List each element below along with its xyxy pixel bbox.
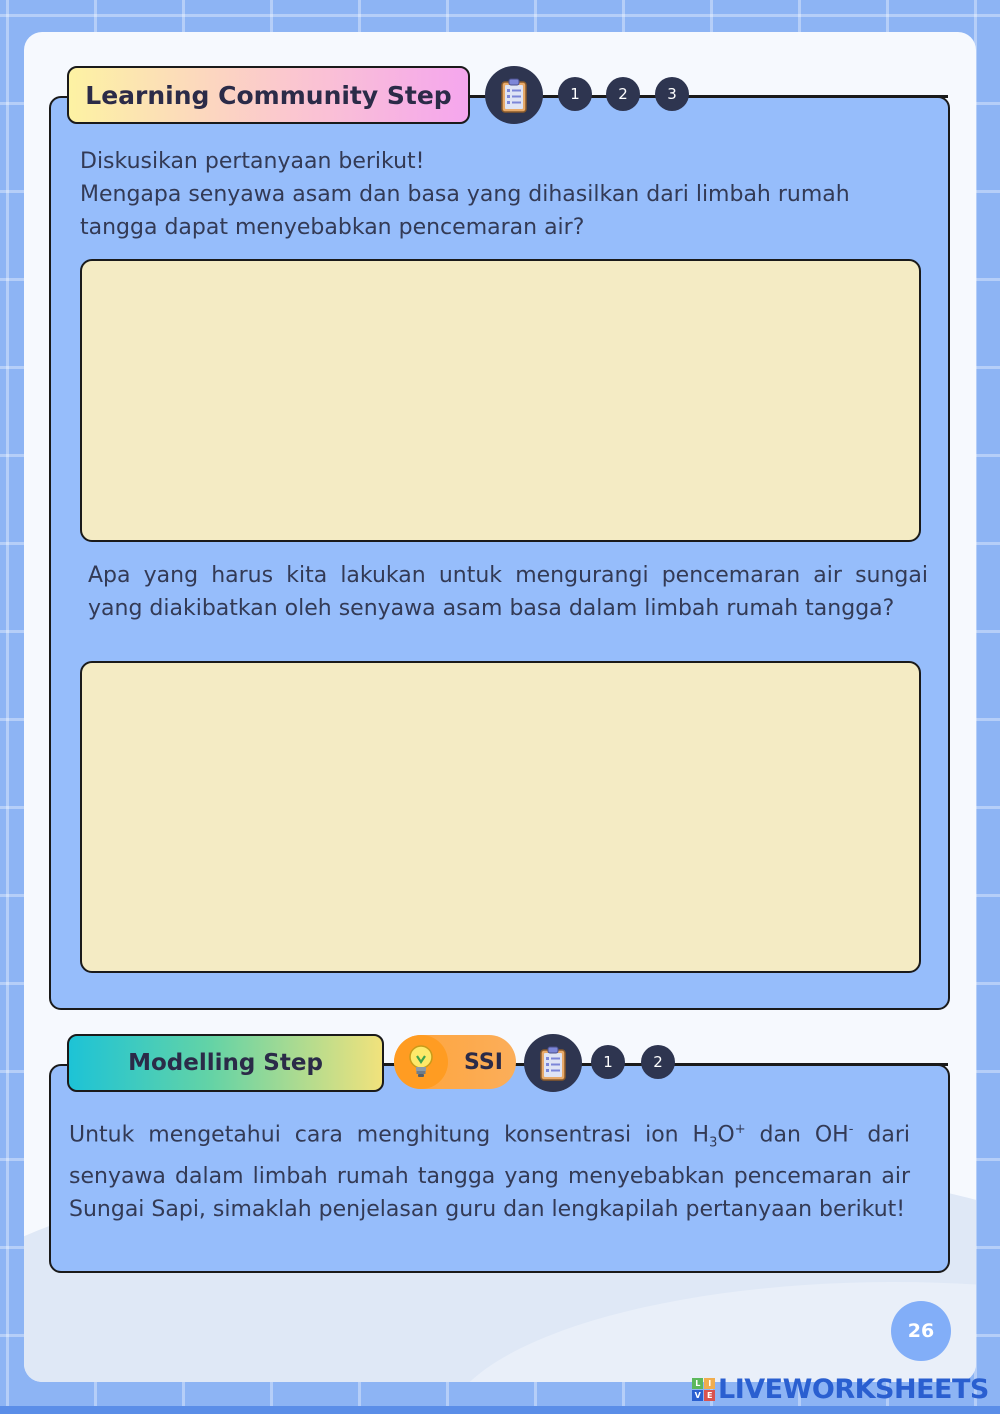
section-title: Learning Community Step [85, 80, 452, 110]
section-title: Modelling Step [128, 1050, 323, 1076]
footer-bar [0, 1406, 1000, 1414]
step-indicator-2: 2 [641, 1045, 675, 1079]
lightbulb-icon [394, 1035, 448, 1089]
question-2: Apa yang harus kita lakukan untuk mengurangi pencemaran air sungai yang diakibatkan oleh senyawa asam basa dalam limbah rumah tangga? [88, 563, 928, 621]
ssi-badge [394, 1035, 516, 1089]
brand-name: LIVEWORKSHEETS [718, 1374, 989, 1405]
step-indicator-1: 1 [558, 77, 592, 111]
clipboard-icon [485, 66, 543, 124]
ssi-label: SSI [464, 1049, 503, 1075]
answer-box-1[interactable] [80, 259, 921, 542]
page-number: 26 [891, 1301, 951, 1361]
step-indicator-1: 1 [591, 1045, 625, 1079]
modelling-tab [67, 1034, 384, 1092]
liveworksheets-logo [692, 1374, 989, 1405]
step-indicator-2: 2 [606, 77, 640, 111]
question-1: Mengapa senyawa asam dan basa yang dihasilkan dari limbah rumah tangga dapat menyebabkan pencemaran air? [80, 182, 850, 240]
instruction-text: Diskusikan pertanyaan berikut! [80, 149, 425, 174]
clipboard-icon [524, 1034, 582, 1092]
brand-mark: L I V E [692, 1378, 715, 1401]
modelling-instruction: Untuk mengetahui cara menghitung konsentrasi ion $H_3O^+$ dan OH- dari senyawa dalam limbah rumah tangga yang menyebabkan pencemaran air Sungai Sapi, simaklah penjelasan guru dan lengkapilah pertanyaan berikut! [69, 1122, 910, 1222]
learning-community-tab [67, 66, 470, 124]
step-indicator-3: 3 [655, 77, 689, 111]
answer-box-2[interactable] [80, 661, 921, 973]
